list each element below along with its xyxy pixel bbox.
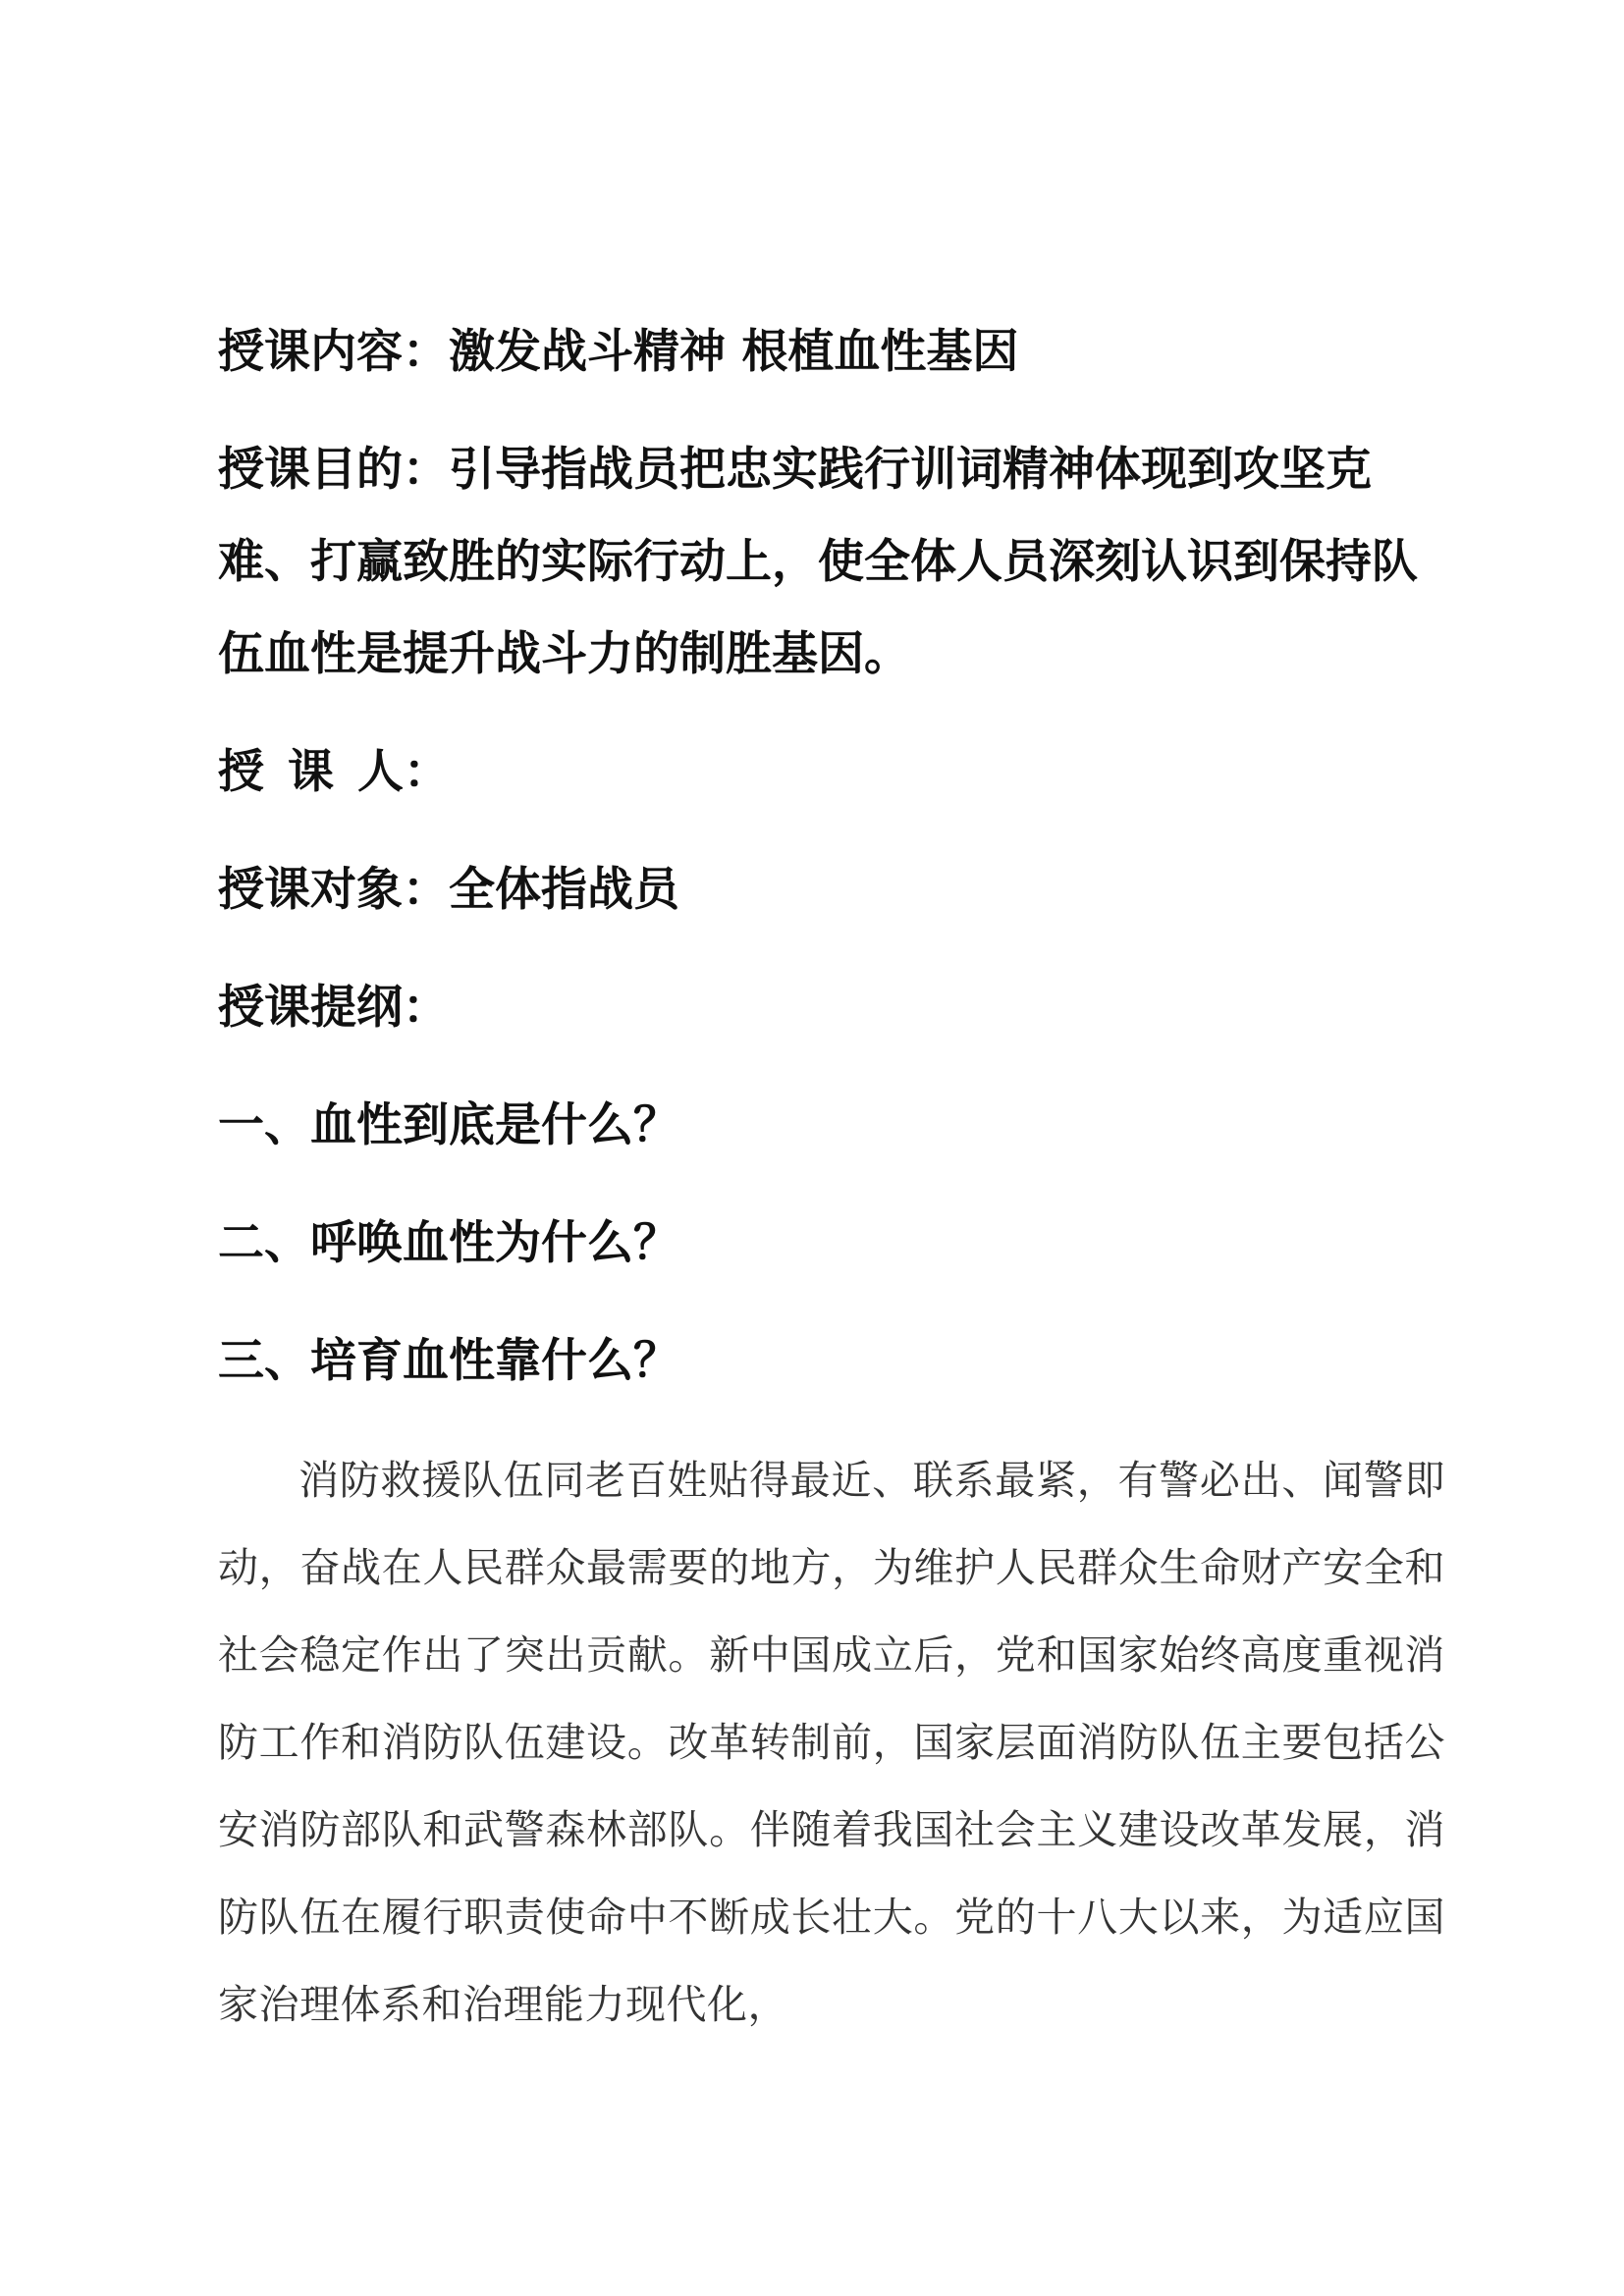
document-content bbox=[218, 306, 1445, 2049]
outline-item: 一、血性到底是什么？ bbox=[218, 1098, 679, 1152]
course-purpose-label: 授课目的： bbox=[218, 443, 449, 497]
outline-item: 二、呼唤血性为什么？ bbox=[218, 1216, 679, 1270]
course-purpose-value: 引导指战员把忠实践行训词精神体现到攻坚克难、打赢致胜的实际行动上，使全体人员深刻认识到保持队伍血性是提升战斗力的制胜基因。 bbox=[218, 443, 1418, 681]
course-content-line bbox=[218, 306, 1445, 399]
lecturer-label-char: 授 bbox=[218, 745, 264, 799]
outline-label: 授课提纲： bbox=[218, 981, 449, 1035]
outline-item: 三、培育血性靠什么？ bbox=[218, 1334, 679, 1388]
course-content-value: 激发战斗精神 根植血性基因 bbox=[449, 325, 1019, 379]
lecturer-label-char: 人 bbox=[357, 745, 404, 799]
course-content-label: 授课内容： bbox=[218, 325, 449, 379]
lecturer-label-colon: ： bbox=[404, 745, 450, 799]
audience-value: 全体指战员 bbox=[449, 863, 679, 917]
course-purpose-line bbox=[218, 424, 1445, 701]
audience-label: 授课对象： bbox=[218, 863, 449, 917]
lecturer-line bbox=[218, 726, 1445, 819]
audience-line bbox=[218, 844, 1445, 936]
lecturer-label-char: 课 bbox=[288, 745, 334, 799]
outline-label-line bbox=[218, 962, 1445, 1054]
body-paragraph: 消防救援队伍同老百姓贴得最近、联系最紧，有警必出、闻警即动，奋战在人民群众最需要的地方，为维护人民群众生命财产安全和社会稳定作出了突出贡献。新中国成立后，党和国家始终高度重视消防工作和消防队伍建设。改革转制前，国家层面消防队伍主要包括公安消防部队和武警森林部队。伴随着我国社会主义建设改革发展，消防队伍在履行职责使命中不断成长壮大。党的十八大以来，为适应国家治理体系和治理能力现代化， bbox=[218, 1457, 1445, 2028]
